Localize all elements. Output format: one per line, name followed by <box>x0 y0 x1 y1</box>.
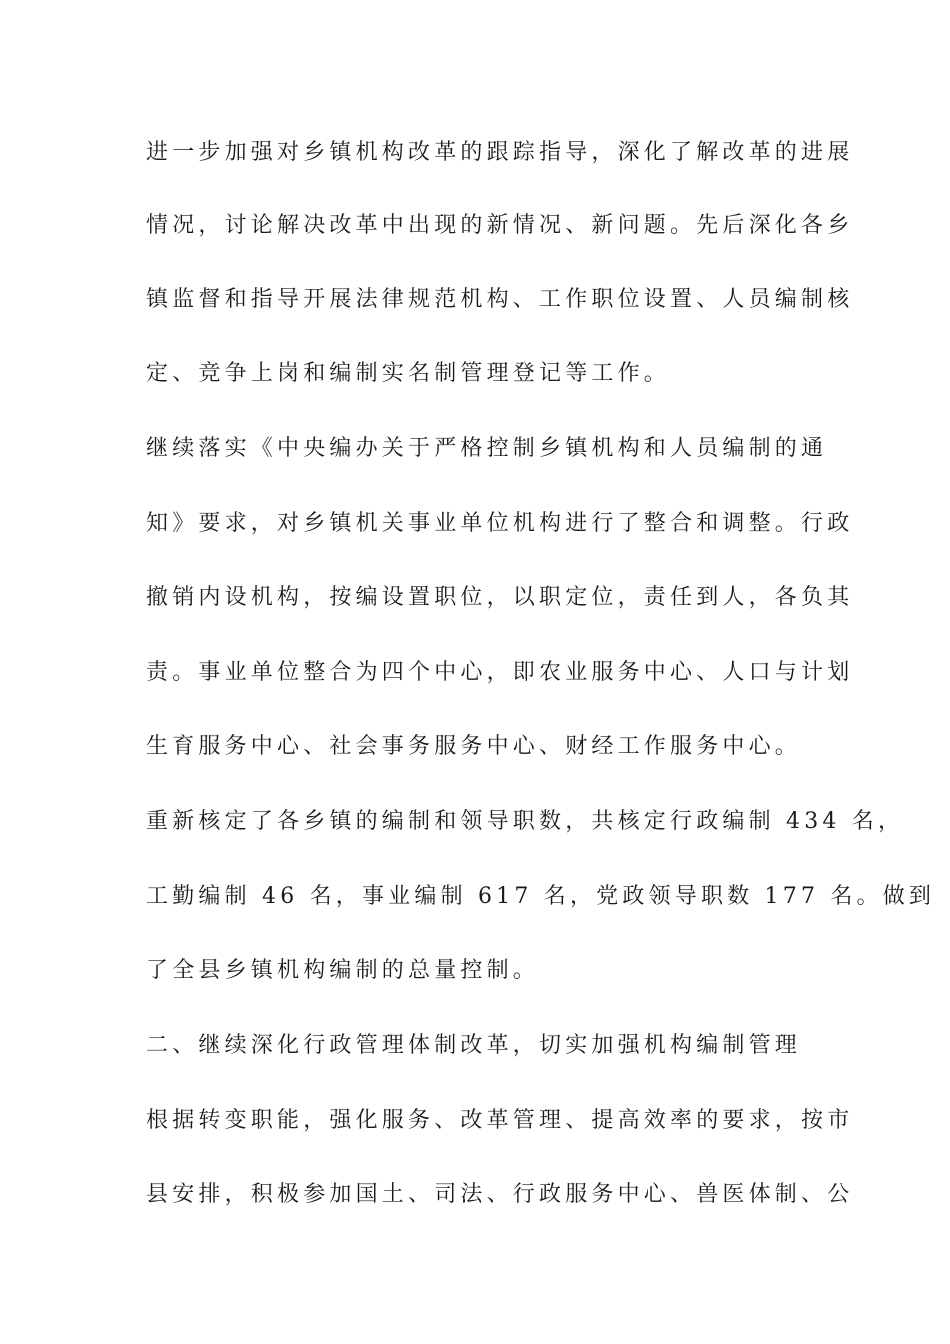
text-line-5: 继续落实《中央编办关于严格控制乡镇机构和人员编制的通 <box>146 436 828 461</box>
text-line-6: 知》要求，对乡镇机关事业单位机构进行了整合和调整。行政 <box>146 511 854 536</box>
text-line-14: 根据转变职能，强化服务、改革管理、提高效率的要求，按市 <box>146 1108 854 1133</box>
text-line-11: 工勤编制 46 名，事业编制 617 名，党政领导职数 177 名。做到 <box>146 884 936 909</box>
text-line-2: 情况，讨论解决改革中出现的新情况、新问题。先后深化各乡 <box>146 213 854 238</box>
text-line-9: 生育服务中心、社会事务服务中心、财经工作服务中心。 <box>146 734 802 759</box>
section-heading: 二、继续深化行政管理体制改革，切实加强机构编制管理 <box>146 1033 802 1058</box>
text-line-10: 重新核定了各乡镇的编制和领导职数，共核定行政编制 434 名， <box>146 809 905 834</box>
text-line-8: 责。事业单位整合为四个中心，即农业服务中心、人口与计划 <box>146 660 854 685</box>
text-line-15: 县安排，积极参加国土、司法、行政服务中心、兽医体制、公 <box>146 1182 854 1207</box>
text-line-3: 镇监督和指导开展法律规范机构、工作职位设置、人员编制核 <box>146 287 854 312</box>
text-line-7: 撤销内设机构，按编设置职位，以职定位，责任到人，各负其 <box>146 585 854 610</box>
text-line-4: 定、竞争上岗和编制实名制管理登记等工作。 <box>146 361 671 386</box>
text-line-12: 了全县乡镇机构编制的总量控制。 <box>146 958 540 983</box>
text-line-1: 进一步加强对乡镇机构改革的跟踪指导，深化了解改革的进展 <box>146 140 854 165</box>
